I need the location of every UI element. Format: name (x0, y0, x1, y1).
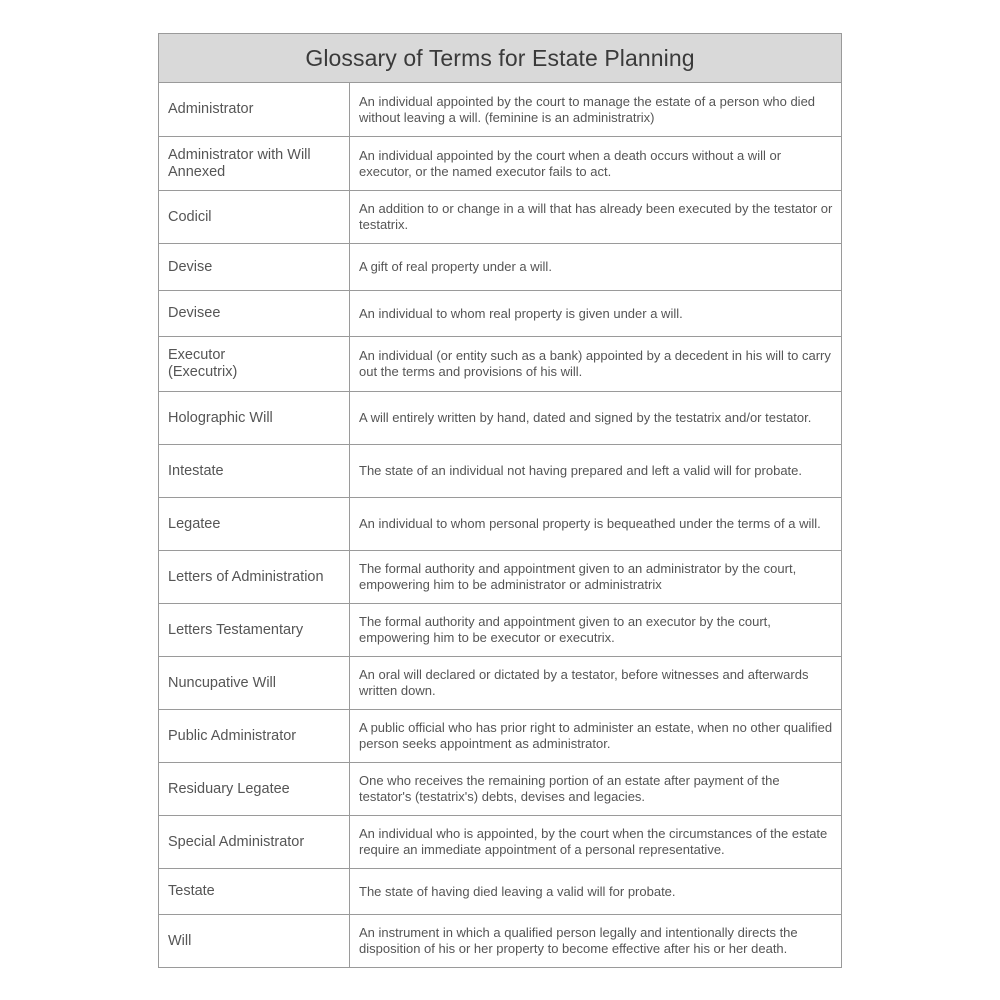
definition-cell: A public official who has prior right to administer an estate, when no other qualified person seeks appointment as administrator. (359, 720, 833, 751)
definition-cell: The formal authority and appointment given to an executor by the court, empowering him to be executor or executrix. (359, 614, 771, 645)
definition-cell: An addition to or change in a will that has already been executed by the testator or testatrix. (359, 201, 833, 232)
table-row (159, 498, 841, 551)
definition-cell: An individual to whom real property is given under a will. (359, 305, 683, 321)
table-row (159, 915, 841, 967)
table-row (159, 83, 841, 137)
term-cell: Letters of Administration (159, 551, 350, 603)
term-cell: Holographic Will (159, 392, 350, 444)
definition-cell: One who receives the remaining portion of an estate after payment of the testator's (testatrix's) debts, devises and legacies. (359, 773, 780, 804)
definition-cell: The state of having died leaving a valid will for probate. (359, 883, 676, 899)
glossary-title-bar (159, 34, 841, 83)
definition-cell: The state of an individual not having prepared and left a valid will for probate. (359, 463, 802, 478)
table-row (159, 191, 841, 244)
table-row (159, 869, 841, 915)
table-row (159, 816, 841, 869)
term-cell: Public Administrator (159, 710, 350, 762)
term-cell: Residuary Legatee (159, 763, 350, 815)
definition-cell: An oral will declared or dictated by a testator, before witnesses and afterwards written down. (359, 667, 809, 698)
table-row (159, 710, 841, 763)
definition-cell: An individual appointed by the court when a death occurs without a will or executor, or the named executor fails to act. (359, 147, 782, 179)
term-cell: Administrator with Will Annexed (159, 137, 350, 190)
definition-cell: An individual who is appointed, by the court when the circumstances of the estate require an immediate appointment of a personal representative. (359, 826, 828, 857)
term-cell: Special Administrator (159, 816, 350, 868)
term-cell: Administrator (159, 83, 350, 136)
table-row (159, 551, 841, 604)
term-cell: Codicil (159, 191, 350, 243)
term-cell: Intestate (159, 445, 350, 497)
table-row (159, 445, 841, 498)
term-cell: Devise (159, 244, 350, 290)
term-cell: Will (159, 915, 350, 967)
table-row (159, 244, 841, 291)
table-row (159, 657, 841, 710)
definition-cell: An individual (or entity such as a bank) appointed by a decedent in his will to carry out the terms and provisions of his will. (359, 348, 831, 379)
table-row (159, 763, 841, 816)
glossary-table (158, 33, 842, 968)
definition-cell: The formal authority and appointment given to an administrator by the court, empowering him to be administrator or administratrix (359, 561, 797, 592)
glossary-title: Glossary of Terms for Estate Planning (305, 44, 695, 71)
term-cell: Nuncupative Will (159, 657, 350, 709)
table-row (159, 137, 841, 191)
term-cell: Legatee (159, 498, 350, 550)
table-row (159, 337, 841, 392)
table-row (159, 392, 841, 445)
table-row (159, 291, 841, 337)
term-cell: Testate (159, 869, 350, 914)
definition-cell: A will entirely written by hand, dated and signed by the testatrix and/or testator. (359, 410, 812, 425)
term-cell: Executor (Executrix) (159, 337, 350, 391)
definition-cell: An instrument in which a qualified person legally and intentionally directs the disposition of his or her property to become effective after his or her death. (359, 925, 798, 956)
definition-cell: An individual to whom personal property is bequeathed under the terms of a will. (359, 516, 821, 531)
definition-cell: An individual appointed by the court to manage the estate of a person who died without leaving a will. (feminine is an administratrix) (359, 93, 816, 125)
term-cell: Devisee (159, 291, 350, 336)
definition-cell: A gift of real property under a will. (359, 259, 552, 274)
term-cell: Letters Testamentary (159, 604, 350, 656)
table-row (159, 604, 841, 657)
